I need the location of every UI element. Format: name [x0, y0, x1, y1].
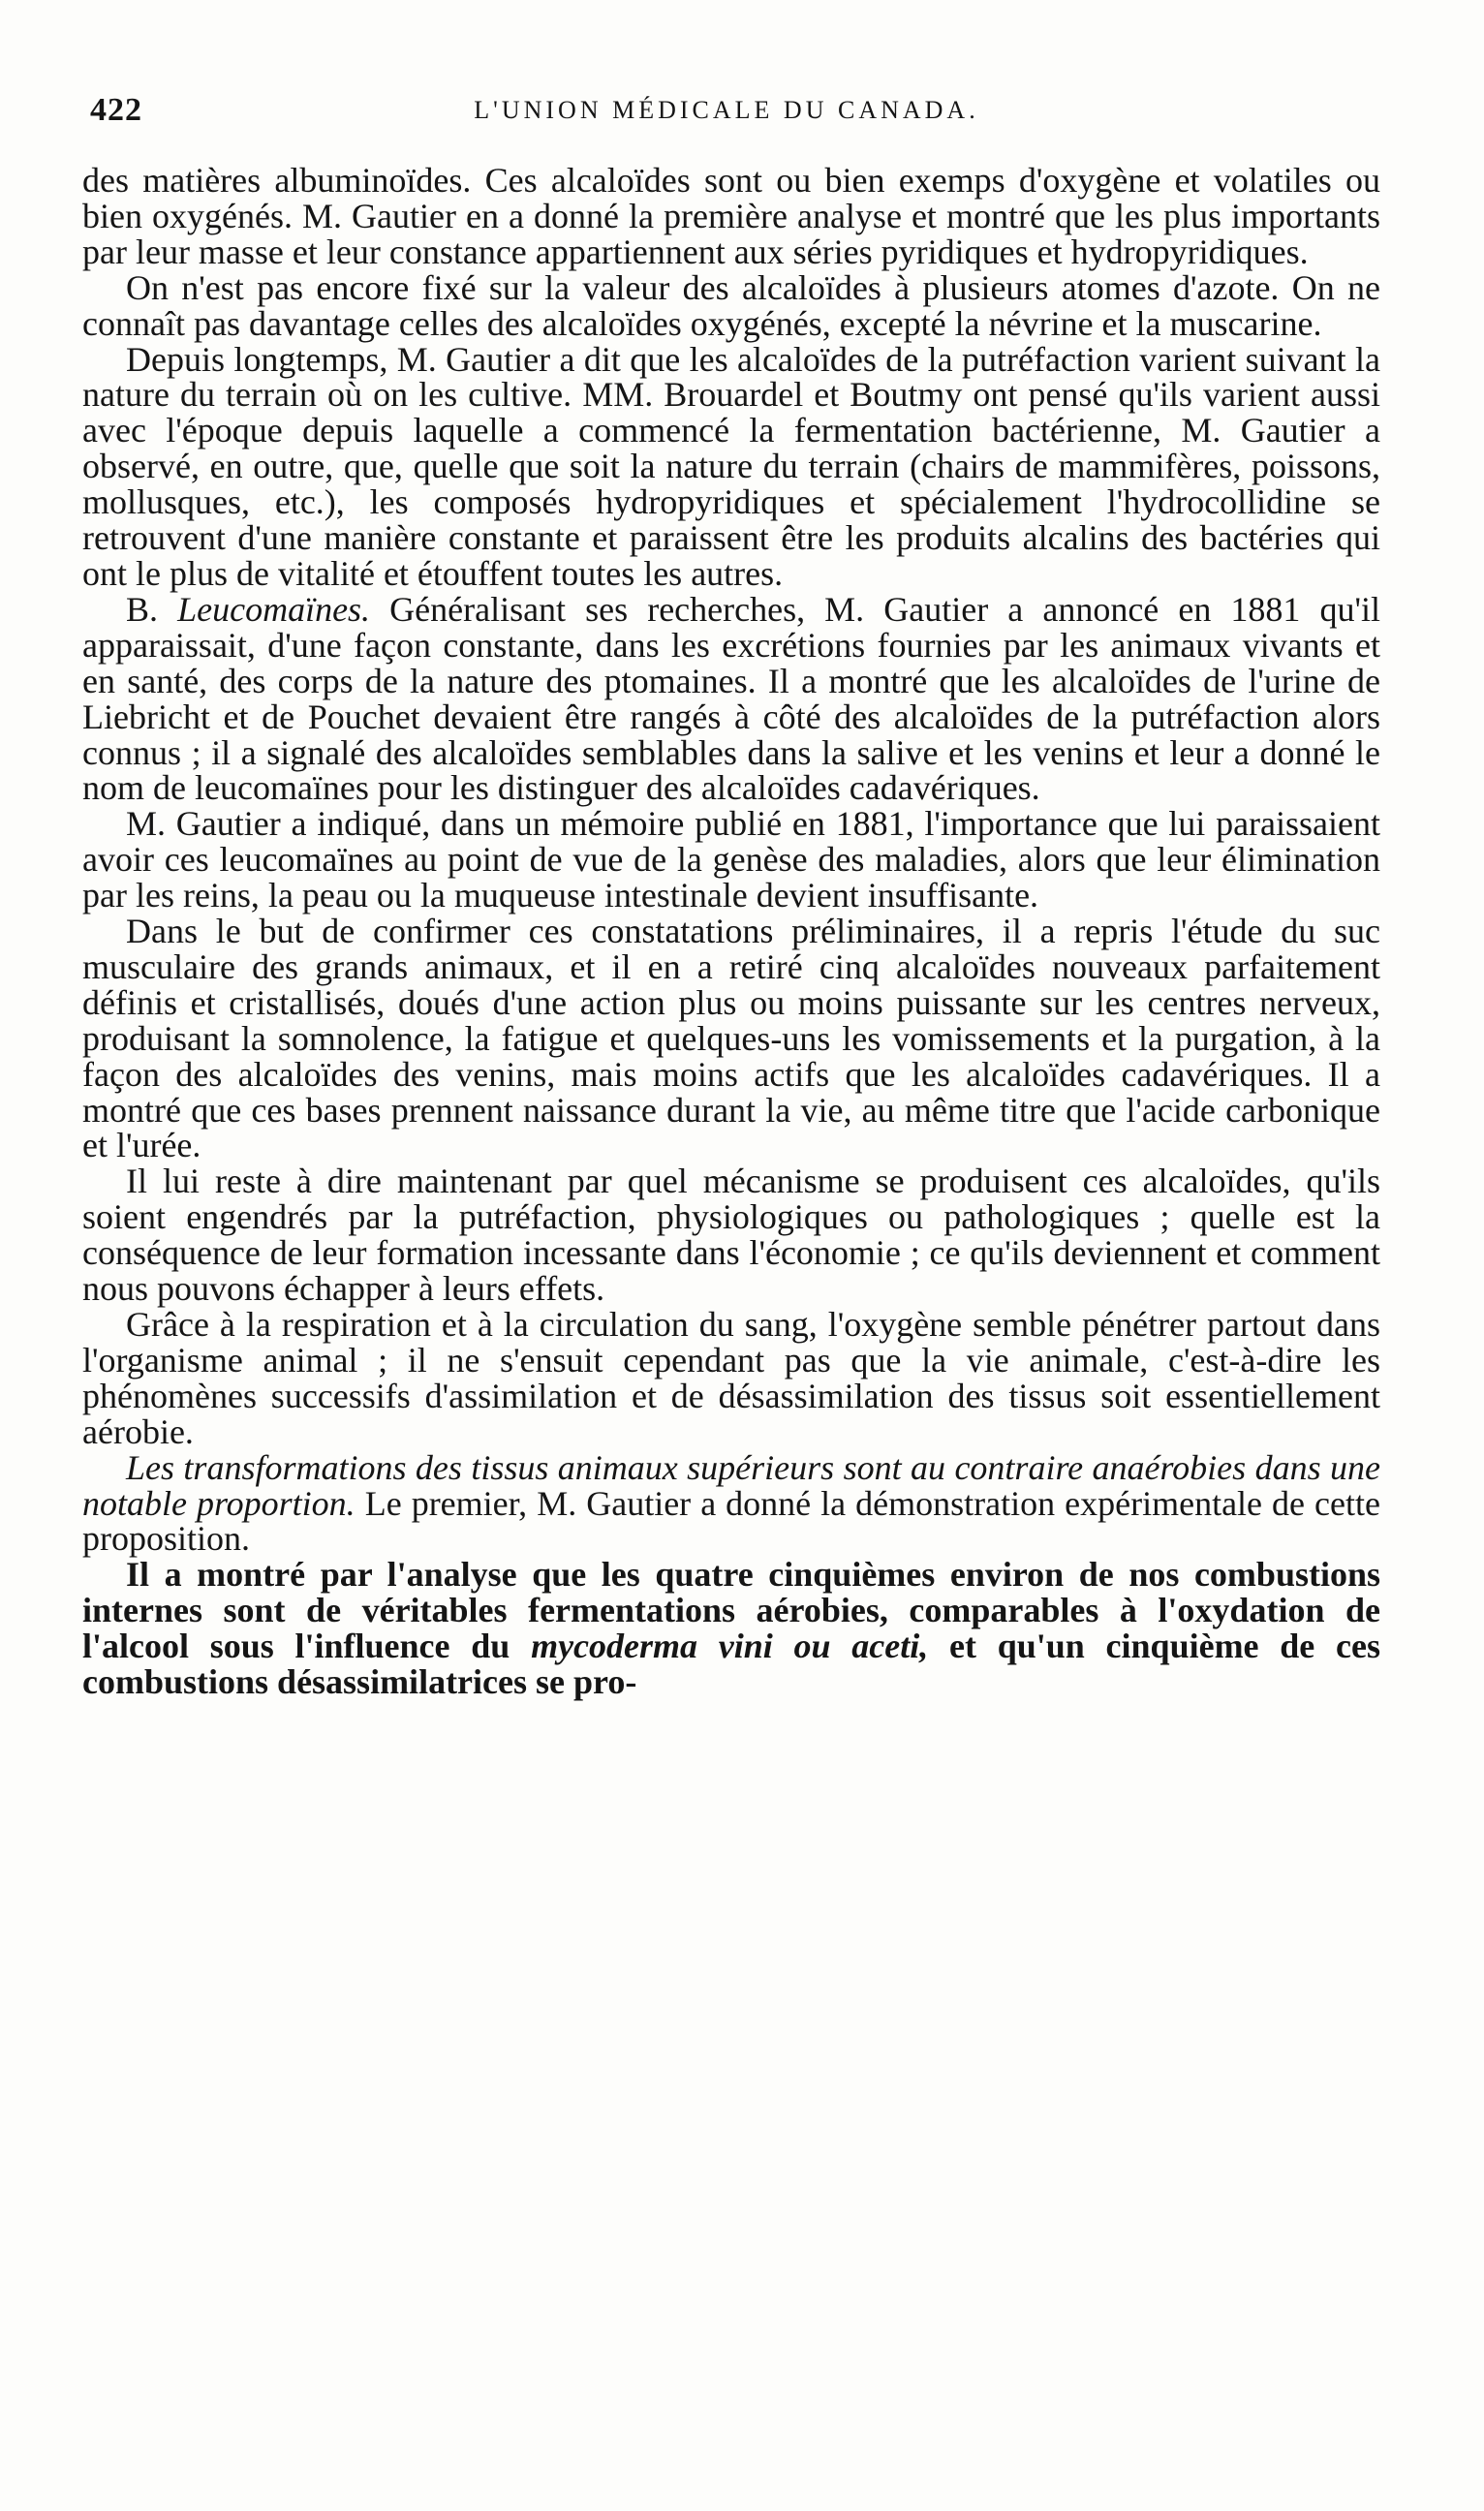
paragraph-text: Depuis longtemps, M. Gautier a dit que les alcaloïdes de la putréfaction varient suivant la nature du terrain où on les cultive. MM. Brouardel et Boutmy ont pensé qu'ils varient aussi avec l'époque depuis laquelle a commencé la fermentation bactérienne, M. Gautier a observé, en outre, que, quelle que soit la nature du terrain (chairs de mammifères, poissons, mollusques, etc.), les composés hydropyridiques et spécialement l'hydrocollidine se retrouvent d'une manière constante et paraissent être les produits alcalins des bactéries qui ont le plus de vitalité et étouffent toutes les autres.: [82, 339, 1380, 593]
paragraph-leucomaines: [82, 589, 1380, 808]
page-number: 422: [90, 92, 142, 128]
paragraph-text-before: Il a montré par l'analyse que les quatre cinquièmes environ de nos combustions internes sont de véritables fermentations aérobies, comparables à l'oxydation de l'alcool sous l'influence du: [82, 1555, 1380, 1666]
paragraph-anaerobies: [82, 1447, 1380, 1559]
body-text: [82, 163, 1380, 1700]
paragraph-text: On n'est pas encore fixé sur la valeur des alcaloïdes à plusieurs atomes d'azote. On ne connaît pas davantage celles des alcaloïdes oxygénés, excepté la névrine et la muscarine.: [82, 267, 1380, 343]
paragraph-text: M. Gautier a indiqué, dans un mémoire publié en 1881, l'importance que lui paraissaient avoir ces leucomaïnes au point de vue de la genèse des maladies, alors que leur élimination par les reins, la peau ou la muqueuse intestinale devient insuffisante.: [82, 804, 1380, 915]
paragraph-text: Il lui reste à dire maintenant par quel mécanisme se produisent ces alcaloïdes, qu'ils soient engendrés par la putréfaction, physiologiques ou pathologiques ; quelle est la conséquence de leur formation incessante dans l'économie ; ce qu'ils deviennent et comment nous pouvons échapper à leurs effets.: [82, 1162, 1380, 1309]
paragraph-text: des matières albuminoïdes. Ces alcaloïdes sont ou bien exemps d'oxygène et volatiles ou bien oxygénés. M. Gautier en a donné la première analyse et montré que les plus importants par leur masse et leur constance appartiennent aux séries pyridiques et hydropyridiques.: [82, 161, 1380, 271]
paragraph-albuminoides: [82, 163, 1380, 270]
paragraph-suc-musculaire: [82, 914, 1380, 1163]
italic-mycoderma: mycoderma vini ou aceti,: [531, 1627, 929, 1666]
section-heading-leucomaines: Leucomaïnes.: [177, 589, 371, 629]
paragraph-memoire-1881: [82, 806, 1380, 914]
paragraph-mecanisme: [82, 1163, 1380, 1307]
paragraph-text-after: Généralisant ses recherches, M. Gautier a annoncé en 1881 qu'il apparaissait, d'une façon constante, dans les excrétions fournies par les animaux vivants et en santé, des corps de la nature des ptomaines. Il a montré que les alcaloïdes de l'urine de Liebricht et de Pouchet devaient être rangés à côté des alcaloïdes de la putréfaction alors connus ; il a signalé des alcaloïdes semblables dans la salive et les venins et leur a donné le nom de leucomaïnes pour les distinguer des alcaloïdes cadavériques.: [82, 589, 1380, 808]
paragraph-text: Dans le but de confirmer ces constatations préliminaires, il a repris l'étude du suc musculaire des grands animaux, et il en a retiré cinq alcaloïdes nouveaux parfaitement définis et cristallisés, doués d'une action plus ou moins puissante sur les centres nerveux, produisant la somnolence, la fatigue et quelques-uns les vomissements et la purgation, à la façon des alcaloïdes des venins, mais moins actifs que les alcaloïdes cadavériques. Il a montré que ces bases prennent naissance durant la vie, au même titre que l'acide carbonique et l'urée.: [82, 912, 1380, 1165]
paragraph-text-after: Le premier, M. Gautier a donné la démonstration expérimentale de cette proposition.: [82, 1483, 1380, 1559]
paragraph-text-before: B.: [126, 589, 178, 629]
paragraph-respiration: [82, 1307, 1380, 1450]
paragraph-combustions: [82, 1557, 1380, 1700]
paragraph-text-after: et qu'un cinquième de ces combustions désassimilatrices se pro-: [82, 1627, 1381, 1702]
italic-proposition: Les transformations des tissus animaux supérieurs sont au contraire anaérobies dans une notable proportion.: [82, 1447, 1380, 1523]
page-header: [82, 92, 1371, 150]
paragraph-text: Grâce à la respiration et à la circulation du sang, l'oxygène semble pénétrer partout dans l'organisme animal ; il ne s'ensuit cependant pas que la vie animale, c'est-à-dire les phénomènes successifs d'assimilation et de désassimilation des tissus soit essentiellement aérobie.: [82, 1305, 1380, 1451]
paragraph-putrefaction: [82, 339, 1380, 593]
paragraph-azote: [82, 267, 1380, 343]
running-title: L'UNION MÉDICALE DU CANADA.: [474, 96, 979, 124]
